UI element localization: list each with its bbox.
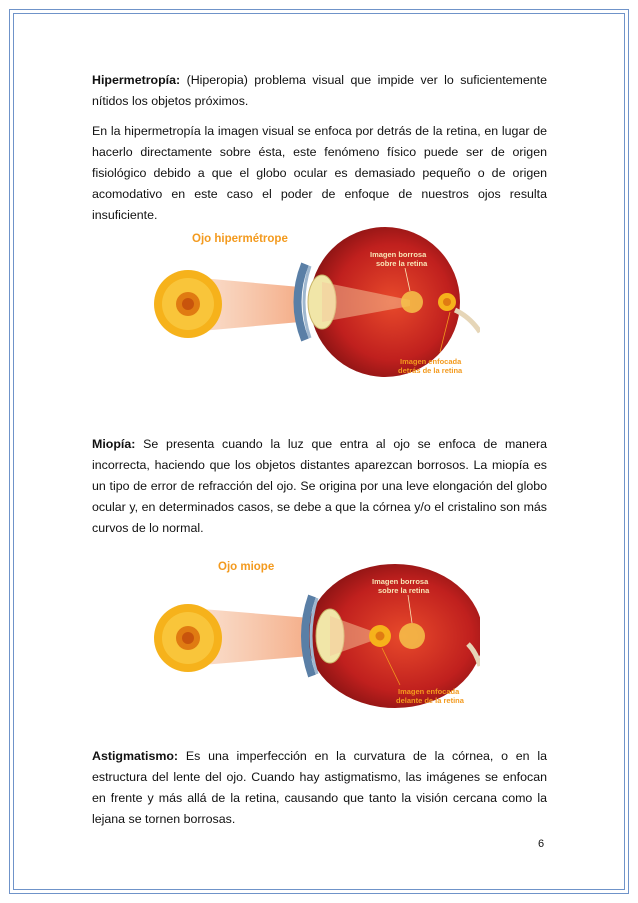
myopia-figure	[150, 548, 480, 718]
flower-icon	[154, 270, 222, 338]
hyperopia-definition-text: (Hiperopia) problema visual que impide ver lo suficientemente nítidos los objetos próximos.	[92, 73, 547, 108]
myopia-term: Miopía:	[92, 437, 136, 451]
myopia-figure-title: Ojo miope	[218, 561, 275, 573]
hyperopia-explanation-text: En la hipermetropía la imagen visual se enfoca por detrás de la retina, en lugar de hacerlo directamente sobre ésta, este fenómeno físico puede ser de origen fisiológico debido a que el globo ocular es demasiado pequeño o de origen acomodativo en este caso el poder de enfoque de nuestros ojos resulta insuficiente.	[92, 124, 547, 222]
hyperopia-explanation	[92, 121, 547, 226]
blurry-image-icon	[399, 623, 425, 649]
page-number: 6	[538, 838, 545, 850]
hyperopia-label-bottom-2: detrás de la retina	[398, 366, 463, 375]
myopia-label-bottom-2: delante de la retina	[396, 696, 464, 705]
myopia-definition	[92, 434, 547, 539]
astigmatism-definition-text: Es una imperfección en la curvatura de la córnea, o en la estructura del lente del ojo. Cuando hay astigmatismo, las imágenes se enfocan en frente y más allá de la retina, causando que tanto la visión cercana como la lejana se tornen borrosas.	[92, 749, 547, 826]
hyperopia-term: Hipermetropía:	[92, 73, 181, 87]
hyperopia-label-bottom-1: Imagen enfocada	[400, 357, 462, 366]
hyperopia-label-top-1: Imagen borrosa	[370, 250, 427, 259]
flower-icon	[154, 604, 222, 672]
astigmatism-definition	[92, 746, 547, 830]
astigmatism-term: Astigmatismo:	[92, 749, 179, 763]
myopia-label-top-2: sobre la retina	[378, 586, 430, 595]
hyperopia-figure-title: Ojo hipermétrope	[192, 233, 288, 245]
myopia-label-top-1: Imagen borrosa	[372, 577, 429, 586]
hyperopia-figure	[150, 222, 480, 382]
myopia-label-bottom-1: Imagen enfocada	[398, 687, 460, 696]
hyperopia-definition	[92, 70, 547, 112]
hyperopia-label-top-2: sobre la retina	[376, 259, 428, 268]
myopia-definition-text: Se presenta cuando la luz que entra al ojo se enfoca de manera incorrecta, haciendo que los objetos distantes aparezcan borrosos. La miopía es un tipo de error de refracción del ojo. Se origina por una leve elongación del globo ocular y, en determinados casos, se debe a que la córnea y/o el cristalino son más curvos de lo normal.	[92, 437, 547, 535]
blurry-image-icon	[401, 291, 423, 313]
